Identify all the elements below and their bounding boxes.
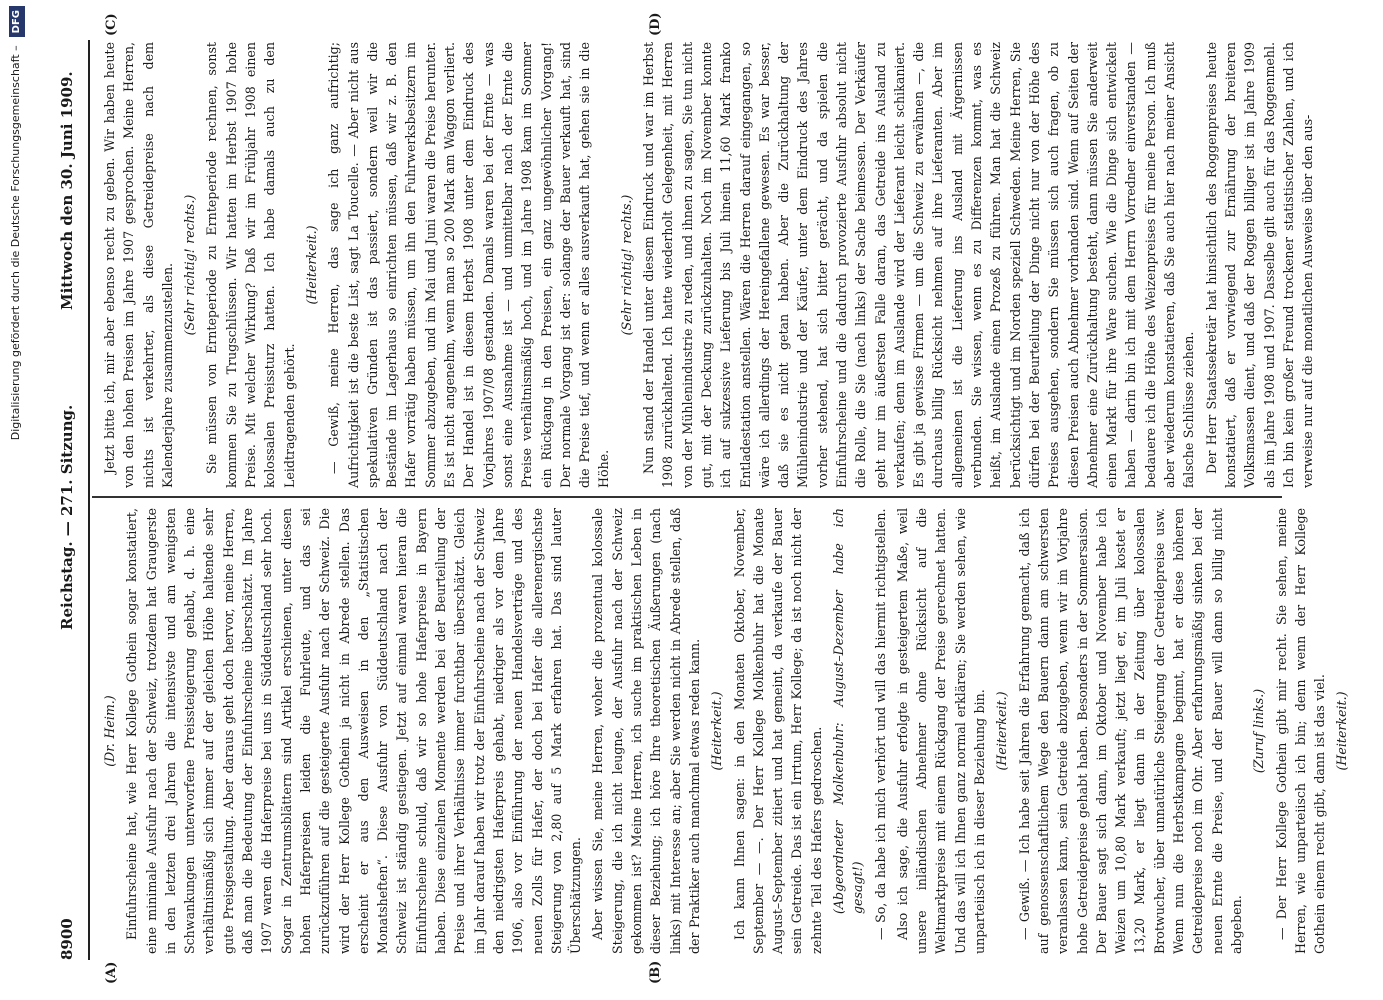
paragraph: — Der Herr Kollege Gothein gibt mir recht. Sie sehen, meine Herren, wie unparteiisch ich bin; denn wenn der Herr Kollege Gothein einem recht gibt, dann ist das viel. xyxy=(1273,508,1328,954)
paragraph: — So, da habe ich mich verhört und will das hiermit richtigstellen. xyxy=(872,508,888,940)
page-header xyxy=(52,40,84,960)
margin-letter-a: (A) xyxy=(104,961,119,984)
margin-letter-d: (D) xyxy=(648,12,663,36)
paragraph: Sie müssen von Ernteperiode zu Ernteperiode rechnen, sonst kommen Sie zu Trugschlüssen. Wir hatten im Herbst 1907 hohe Preise. Mit welcher Wirkung? Daß wir im Frühjahr 1908 einen kolossalen Preissturz hatten. Ich habe damals auch zu den Leidtragenden gehört. xyxy=(204,42,297,488)
margin-letter-c: (C) xyxy=(104,13,119,36)
stage-direction: (Zuruf links.) xyxy=(1251,688,1267,774)
interjection: (Abgeordneter Molkenbuhr: August–Dezember habe ich gesagt!) xyxy=(830,508,866,914)
stage-direction: (Heiterkeit.) xyxy=(994,691,1010,771)
paragraph: Nun stand der Handel unter diesem Eindruck und war im Herbst 1908 zurückhaltend. Ich hatte wiederholt Gelegenheit, mit Herren von der Mühlenindustrie zu reden, und ihnen zu sagen, Sie tun nicht gut, mit der Deckung zurückzuhalten. Noch im November konnte ich auf sukzessive Lieferung bis Juli hinein 11,60 Mark franko Entladestation anstellen. Wären die Herren darauf eingegangen, so wäre ich allerdings der Hereingefallene gewesen. Es war besser, daß sie es nicht getan haben. Aber die Zurückhaltung der Mühlenindustrie und der Käufer, unter dem Eindruck des Jahres vorher stehend, hat sich bitter gerächt, und da spielen die Einfuhrscheine und die dadurch provozierte Ausfuhr absolut nicht die Rolle, die Sie (nach links) der Sache beimessen. Der Verkäufer geht nur im äußersten Falle daran, das Getreide ins Ausland zu verkaufen; denn im Auslande wird der Lieferant leicht schikaniert. Es gibt ja gewisse Firmen — um die Schweiz zu erwähnen —, die durchaus billig Rücksicht nehmen auf ihre Lieferanten. Aber im allgemeinen ist die Lieferung ins Ausland mit Ärgernissen verbunden. Sie wissen, wenn es zu Differenzen kommt, was es heißt, im Auslande einen Prozeß zu führen. Man hat die Schweiz berücksichtigt und im Norden speziell Schweden. Meine Herren, Sie dürfen bei der Beurteilung der Dinge nicht nur von der Höhe des Preises ausgehen, sondern Sie müssen sich auch fragen, ob zu diesen Preisen auch Abnehmer vorhanden sind. Wenn auf Seiten der Abnehmer eine Zurückhaltung besteht, dann müssen Sie anderweit einen Markt für ihre Ware suchen. Wie die Dinge sich entwickelt haben — darin bin ich mit dem Herrn Vorredner einverstanden — bedauere ich die Höhe des Weizenpreises für meine Person. Ich muß aber wiederum konstatieren, daß Sie auch hier nach meiner Ansicht falsche Schlüsse ziehen. xyxy=(641,42,1197,488)
paragraph: Jetzt bitte ich, mir aber ebenso recht zu geben. Wir haben heute von den hohen Preisen im Jahre 1907 gesprochen. Meine Herren, nichts ist verkehrter, als diese Getreidepreise nach dem Kalenderjahre zusammenzustellen. xyxy=(102,42,175,488)
paragraph: Also ich sage, die Ausfuhr erfolgte in gesteigertem Maße, weil unsere inländischen Abnehmer ohne Rücksicht auf die Weltmarktpreise mit einem Rückgang der Preise gerechnet hatten. Und das will ich Ihnen ganz normal erklären; Sie werden sehen, wie unparteiisch ich in dieser Beziehung bin. xyxy=(894,508,988,954)
paragraph: Einfuhrscheine hat, wie Herr Kollege Gothein sogar konstatiert, eine minimale Ausfuhr nach der Schweiz, trotzdem hat Graugerste in den letzten drei Jahren die intensivste und am wenigsten Schwankungen unterworfene Preissteigerung gehabt, d. h. eine verhältnismäßig sich immer auf der gleichen Höhe haltende sehr gute Preisgestaltung. Aber daraus geht doch hervor, meine Herren, daß man die Bedeutung der Einfuhrscheine überschätzt. Im Jahre 1907 waren die Haferpreise bei uns in Süddeutschland sehr hoch. Sogar in Zentrumsblättern sind Artikel erschienen, unter diesen hohen Haferpreisen leiden die Fuhrleute, und das sei zurückzuführen auf die gesteigerte Ausfuhr nach der Schweiz. Die wird der Herr Kollege Gothein ja nicht in Abrede stellen. Das erscheint er aus den Ausweisen in den „Statistischen Monatsheften“. Diese Ausfuhr von Süddeutschland nach der Schweiz ist ständig gestiegen. Jetzt auf einmal waren hieran die Einfuhrscheine schuld, daß wir so hohe Haferpreise in Bayern haben. Diese einzelnen Momente werden bei der Beurteilung der Preise und ihrer Verhältnisse immer furchtbar überschätzt. Gleich im Jahr darauf haben wir trotz der Einfuhrscheine nach der Schweiz den niedrigsten Haferpreis gehabt, niedriger als vor dem Jahre 1906, also vor Einführung der neuen Handelsverträge und des neuen Zolls für Hafer, der doch bei Hafer die allerenergischste Steigerung von 2,80 auf 5 Mark erfahren hat. Das sind lauter Überschätzungen. xyxy=(124,508,584,954)
margin-letter-b: (B) xyxy=(648,960,663,984)
paragraph: Aber wissen Sie, meine Herren, woher die prozentual kolossale Steigerung, die ich nicht leugne, der Ausfuhr nach der Schweiz gekommen ist? Meine Herren, ich suche im praktischen Leben in dieser Beziehung; ich höre Ihre theoretischen Äußerungen (nach links) mit Interesse an; aber Sie werden nicht in Abrede stellen, daß der Praktiker auch manchmal etwas reden kann. xyxy=(590,508,702,954)
digitization-text: Digitalisierung gefördert durch die Deutsche Forschungsgemeinschaft – xyxy=(9,45,22,441)
paragraph: Ich kann Ihnen sagen: in den Monaten Oktober, November, September — —. Der Herr Kollege Molkenbuhr hat die Monate August–September zitiert und hat gemeint, da verkaufe der Bauer sein Getreide. Das ist ein Irrtum, Herr Kollege; da ist noch nicht der zehnte Teil des Hafers gedroschen. xyxy=(731,508,824,954)
paragraph: Der Herr Staatssekretär hat hinsichtlich des Roggenpreises heute konstatiert, daß er vorwiegend zur Ernährung der breiteren Volksmassen dient, und daß der Roggen billiger ist im Jahre 1909 als im Jahre 1908 und 1907. Dasselbe gilt auch für das Roggenmehl. Ich bin kein großer Freund trockener statistischer Zahlen, und ich verweise nur auf die monatlichen Ausweise über den aus- xyxy=(1203,42,1316,488)
header-rule xyxy=(88,40,90,960)
speaker-tag: (Dr. Heim.) xyxy=(102,695,117,767)
dfg-logo: DFG xyxy=(9,6,25,37)
digitization-note xyxy=(5,6,27,440)
stage-direction: (Sehr richtig! rechts.) xyxy=(182,194,198,336)
stage-direction: (Sehr richtig! rechts.) xyxy=(618,194,634,336)
left-column xyxy=(100,508,1350,954)
session-title: Reichstag. — 271. Sitzung. xyxy=(58,404,76,630)
page-number: 8900 xyxy=(58,918,76,960)
stage-direction: (Heiterkeit.) xyxy=(303,225,319,305)
column-divider xyxy=(92,496,1282,498)
stage-direction: (Heiterkeit.) xyxy=(709,691,725,771)
paragraph: — Gewiß, meine Herren, das sage ich ganz aufrichtig; Aufrichtigkeit ist die beste List, sagt La Toucelle. — Aber nicht aus spekulativen Gründen ist das passiert, sondern weil wir die Bestände im Lagerhaus so einrichten müssen, daß wir z. B. den Hafer vorrätig haben müssen, um ihn den Fuhrwerksbesitzern im Sommer abzugeben, und im Mai und Juni waren die Preise herunter. Es ist nicht angenehm, wenn man so 200 Mark am Waggon verliert. Der Handel ist in diesem Herbst 1908 unter dem Eindruck des Vorjahres 1907/08 gestanden. Damals waren bei der Ernte — was sonst eine Ausnahme ist — und unmittelbar nach der Ernte die Preise verhältnismäßig hoch, und im Jahre 1908 kam im Sommer ein Rückgang in den Preisen, ein ganz ungewöhnlicher Vorgang! Der normale Vorgang ist der: solange der Bauer verkauft hat, sind die Preise tief, und wenn er alles ausverkauft hat, gehen sie in die Höhe. xyxy=(326,42,612,488)
right-column xyxy=(100,42,1316,488)
paragraph: — Gewiß. — Ich habe seit Jahren die Erfahrung gemacht, daß ich auf genossenschaftlichem Wege den Bauern dann am schwersten veranlassen kann, sein Getreide abzugeben, wenn wir im Vorjahre hohe Getreidepreise gehabt haben. Besonders in der Sommersaison. Der Bauer sagt sich dann, im Oktober und November habe ich Weizen um 10,80 Mark verkauft; jetzt liegt er, im Juli kostet er 13,20 Mark, er liegt dann in der Zeitung über kolossalen Brotwucher, über unnatürliche Steigerung der Getreidepreise usw. Wenn nun die Herbstkampagne beginnt, hat er diese höheren Getreidepreise noch im Ohr. Aber erfahrungsmäßig sinken bei der neuen Ernte die Preise, und der Bauer will dann so billig nicht abgeben. xyxy=(1016,508,1244,954)
session-date: Mittwoch den 30. Juni 1909. xyxy=(58,71,76,310)
stage-direction: (Heiterkeit.) xyxy=(1334,691,1350,771)
